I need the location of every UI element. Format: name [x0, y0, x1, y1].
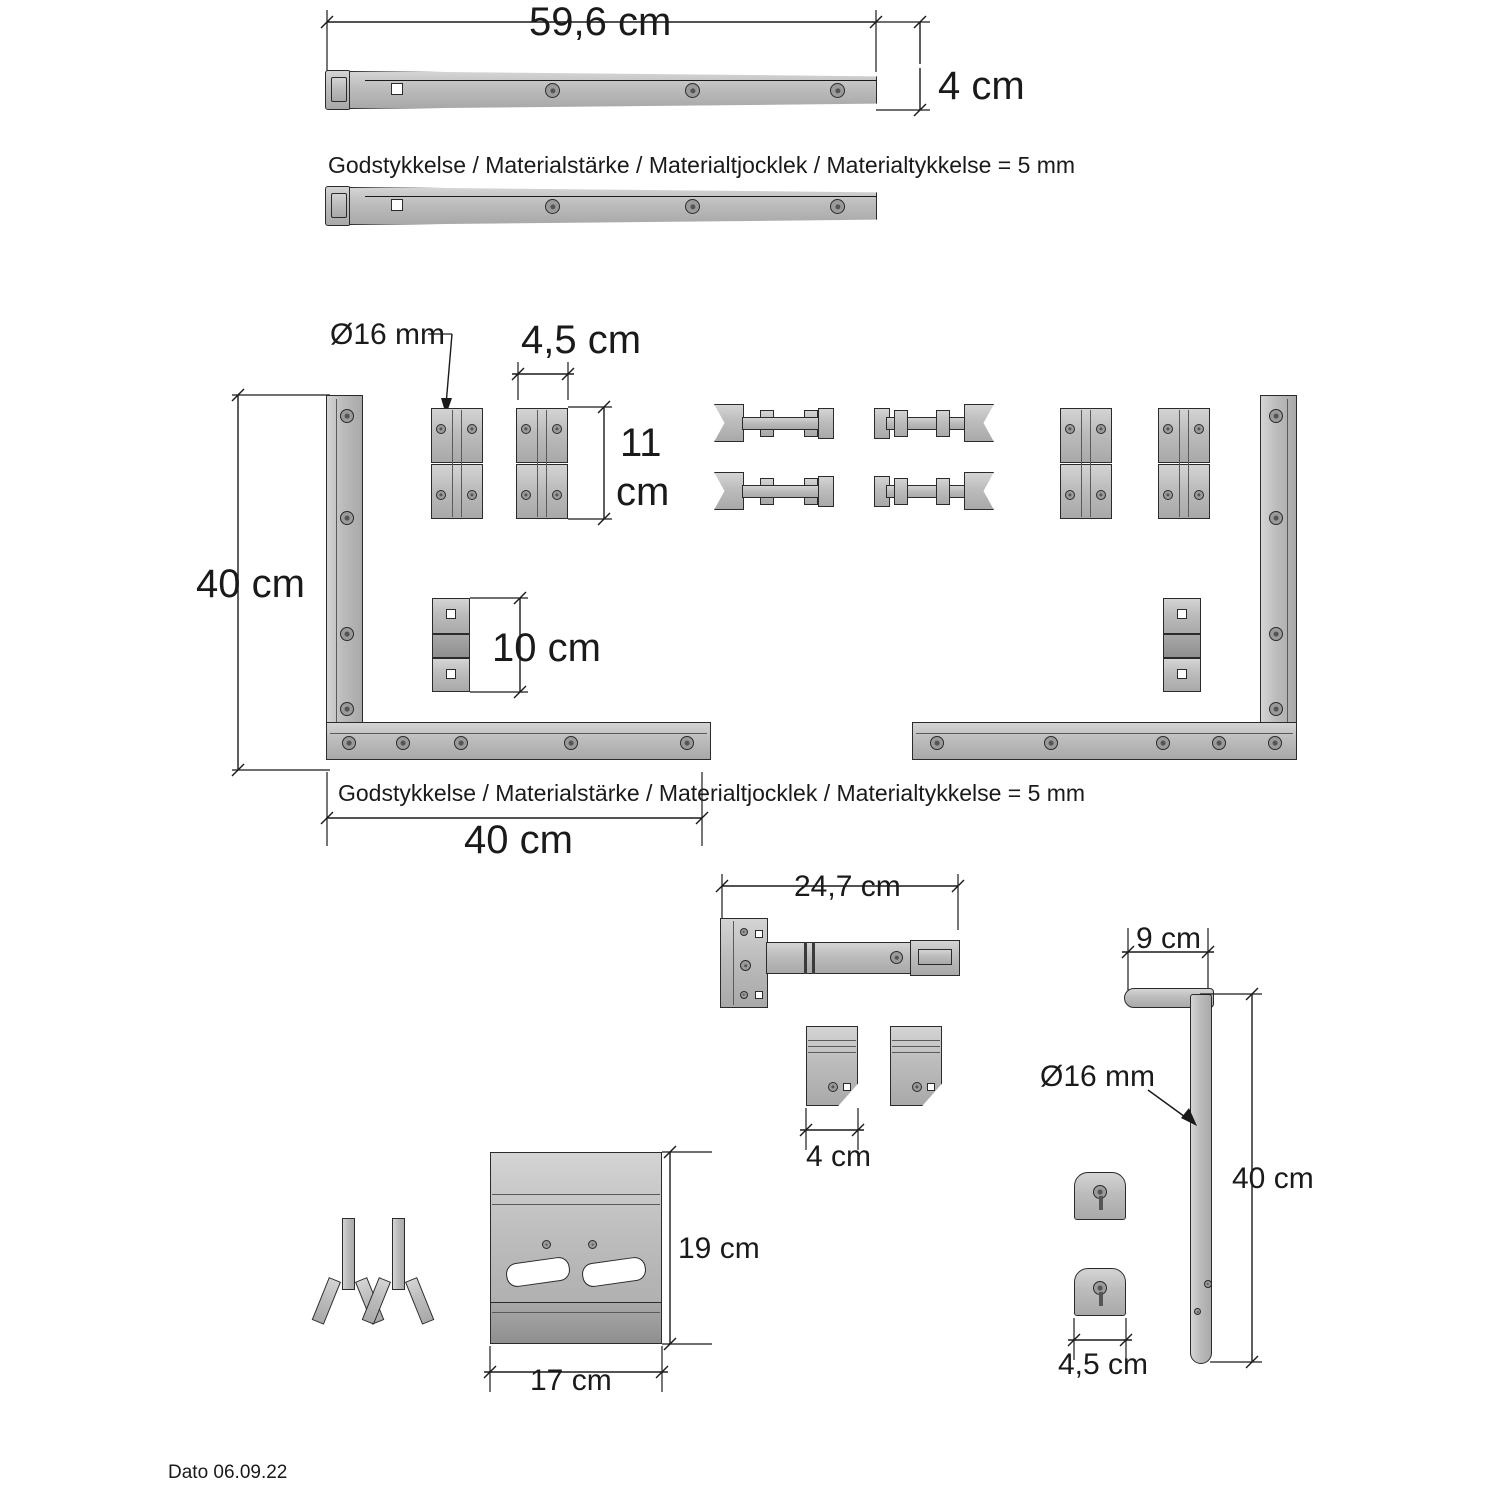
- dimension-hinge-width: 4,5 cm: [521, 318, 642, 362]
- drawing-date: Dato 06.09.22: [168, 1462, 288, 1483]
- note-material-thickness-top: Godstykkelse / Materialstärke / Materialtjocklek / Materialtykkelse = 5 mm: [328, 152, 1076, 178]
- dimension-lockplate-width: 17 cm: [530, 1364, 612, 1397]
- dimension-long-bar-height: 4 cm: [938, 64, 1025, 108]
- dimension-bracket-hole-dia: Ø16 mm: [330, 318, 446, 351]
- dimension-long-bar-length: 59,6 cm: [529, 0, 672, 44]
- note-material-thickness-mid: Godstykkelse / Materialstärke / Materialtjocklek / Materialtykkelse = 5 mm: [338, 780, 1086, 806]
- dimension-frame-width: 40 cm: [464, 818, 573, 862]
- dimension-hinge-height-value: 11: [620, 421, 662, 465]
- dimension-rod-top-length: 9 cm: [1136, 922, 1202, 955]
- spike-shaft: [342, 1218, 355, 1290]
- dimension-latch-length: 24,7 cm: [794, 870, 901, 903]
- dimension-hinge-height-unit: cm: [616, 470, 670, 514]
- dimension-rod-length: 40 cm: [1232, 1162, 1314, 1195]
- dimension-clip-width: 4 cm: [806, 1140, 872, 1173]
- spike-shaft: [392, 1218, 405, 1290]
- dimension-lockplate-height: 19 cm: [678, 1232, 760, 1265]
- dimension-rod-dia: Ø16 mm: [1040, 1060, 1156, 1093]
- dimension-frame-height: 40 cm: [196, 562, 305, 606]
- anchor-spike: [376, 1218, 420, 1330]
- dimension-plate-height: 10 cm: [492, 626, 601, 670]
- dimension-keeper-width: 4,5 cm: [1058, 1348, 1149, 1381]
